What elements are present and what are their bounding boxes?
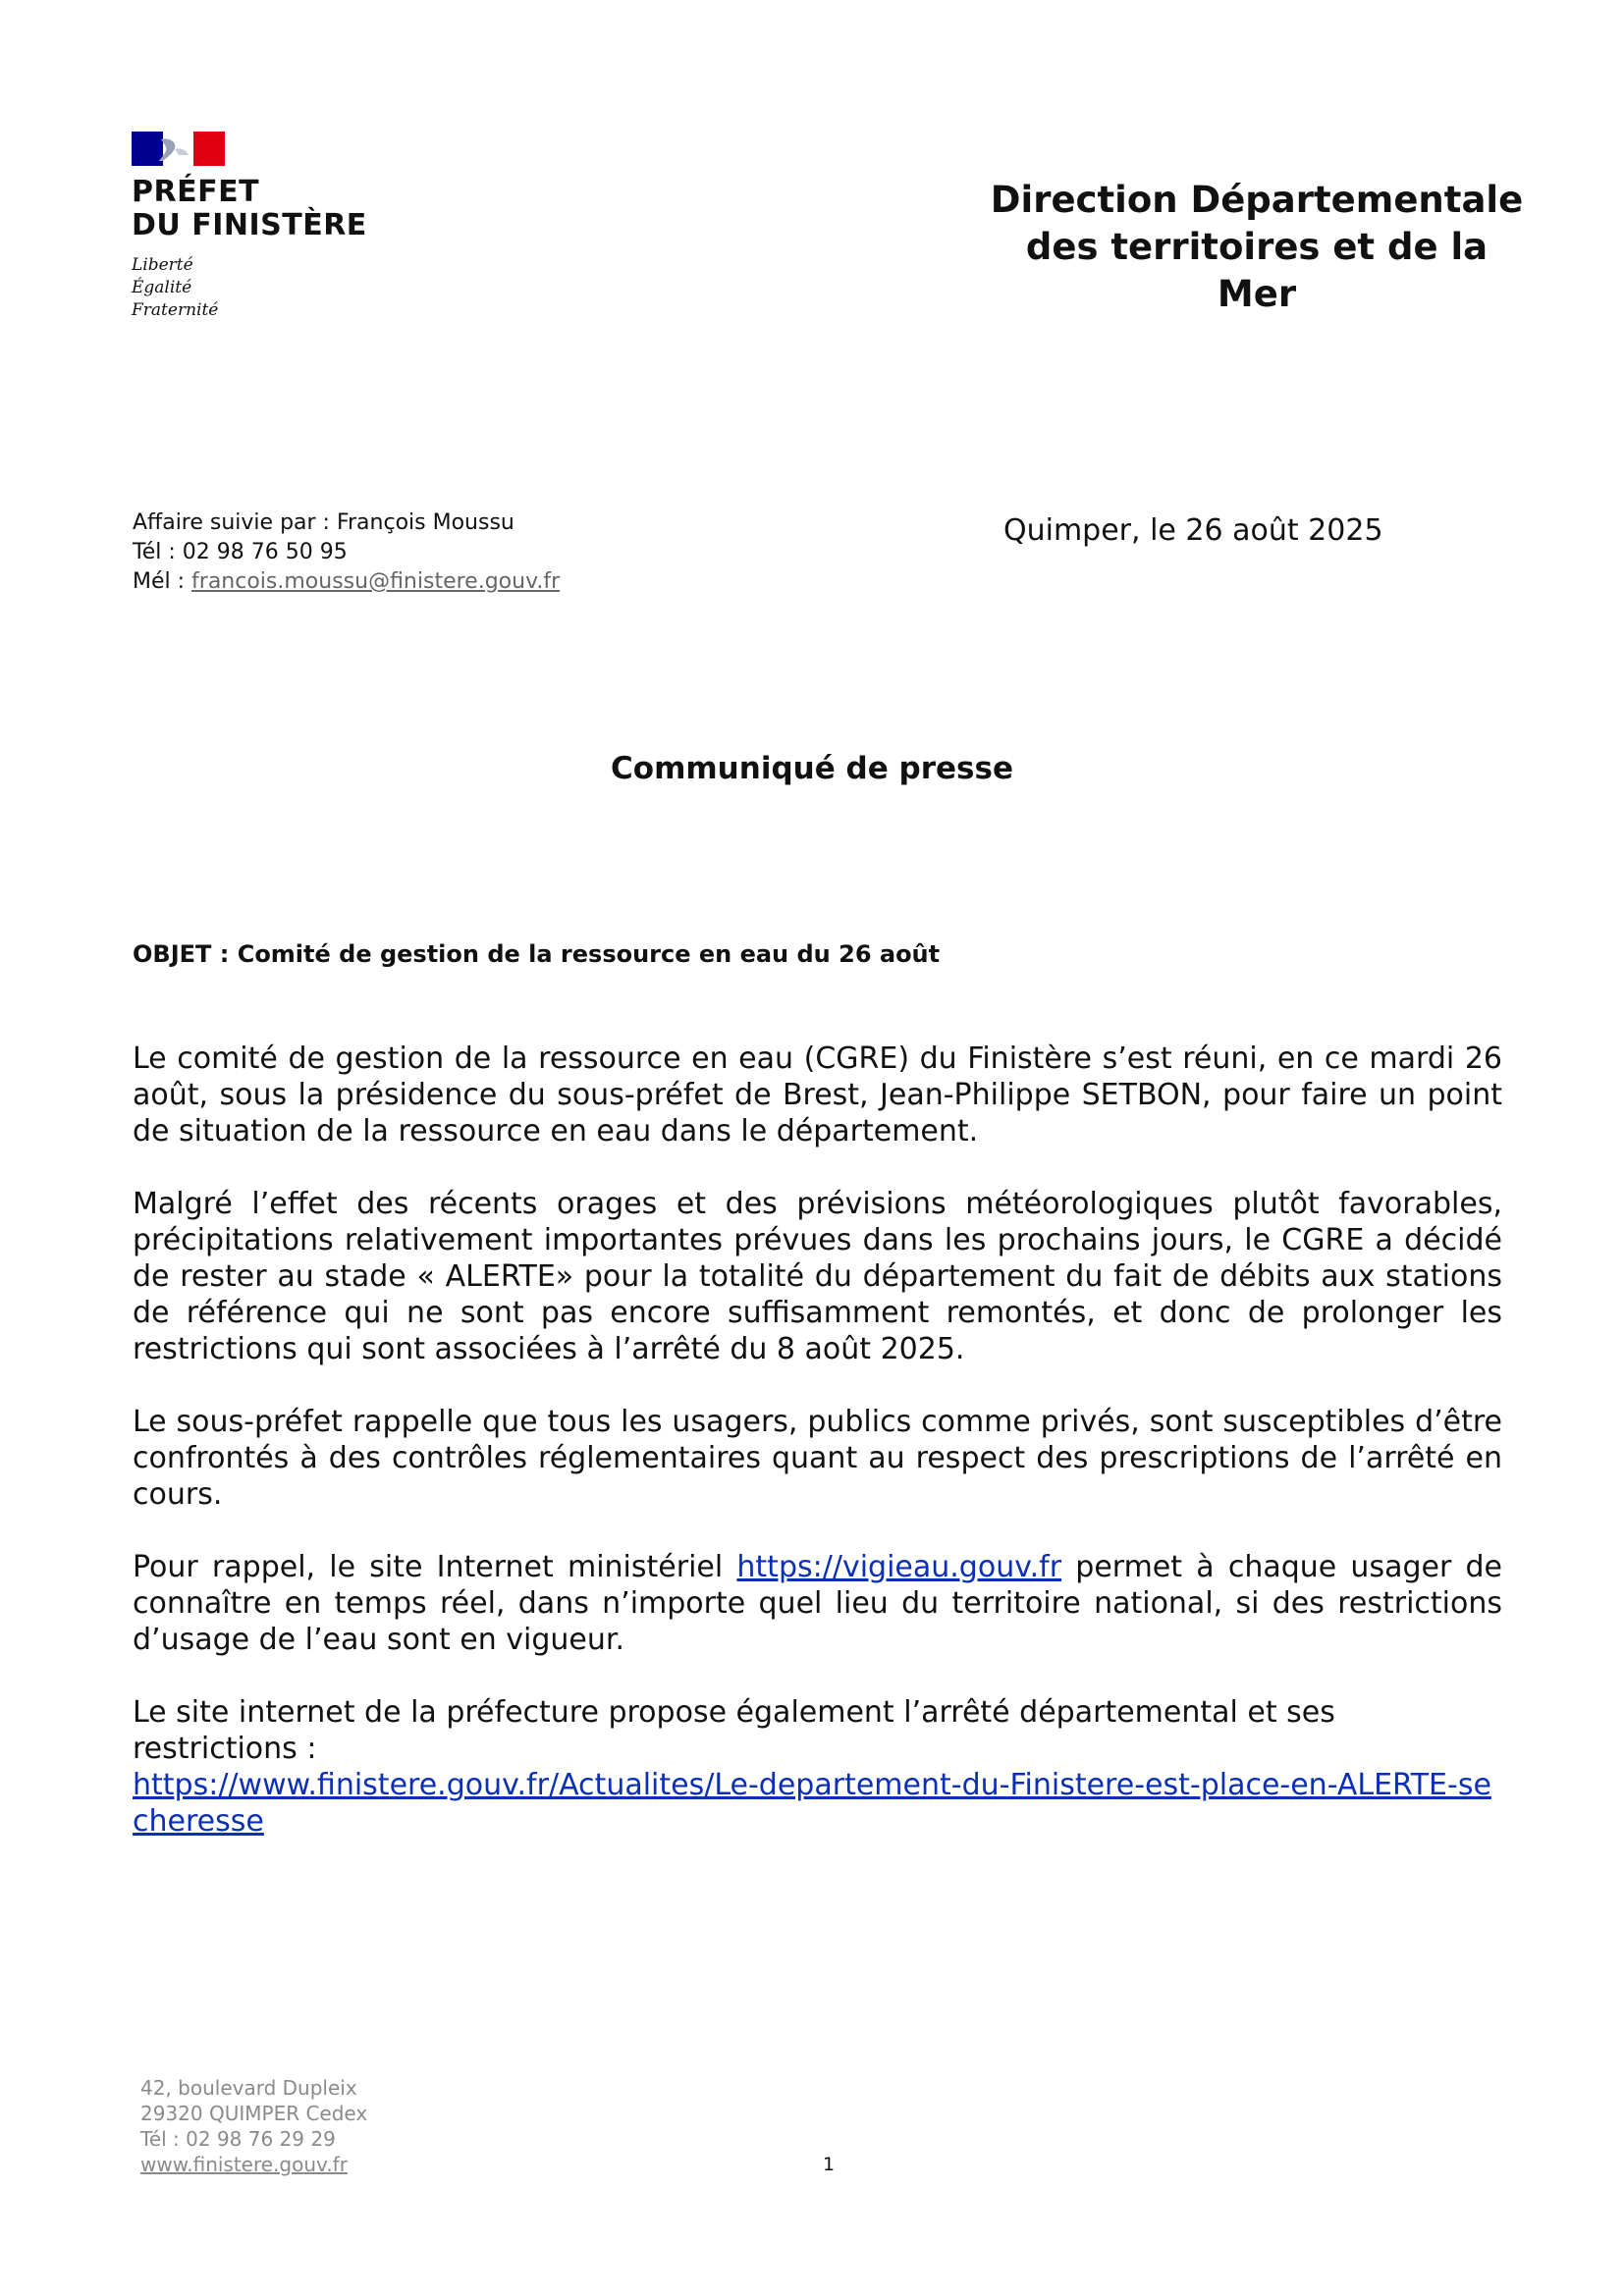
paragraph-3: Le sous-préfet rappelle que tous les usagers, publics comme privés, sont susceptibles d’être confrontés à des contrôles réglementaires quant au respect des prescriptions de l’arrêté en cours. — [133, 1405, 1502, 1512]
subject-line: OBJET : Comité de gestion de la ressource en eau du 26 août — [133, 940, 941, 968]
paragraph-5 — [133, 1694, 1502, 1840]
document-body — [133, 1041, 1502, 1876]
footer-city: 29320 QUIMPER Cedex — [140, 2102, 368, 2125]
service-header — [982, 177, 1532, 318]
email-label: Mél : — [133, 569, 192, 594]
service-line1: Direction Départementale — [990, 179, 1524, 221]
prefecture-logo — [132, 132, 387, 322]
paragraph-4 — [133, 1549, 1502, 1658]
prefecture-news-link[interactable]: https://www.finistere.gouv.fr/Actualites/Le-departement-du-Finistere-est-place-en-ALERTE-secheresse — [133, 1768, 1491, 1839]
service-line2: des territoires et de la Mer — [1025, 226, 1489, 315]
paragraph-4-after: permet à chaque usager de connaître en temps réel, dans n’importe quel lieu du territoire national, si des restrictions d’usage de l’eau sont en vigueur. — [133, 1550, 1502, 1657]
affaire-suivie: Affaire suivie par : François Moussu — [133, 510, 514, 535]
contact-email-line — [133, 567, 560, 597]
footer-street: 42, boulevard Dupleix — [140, 2076, 357, 2100]
contact-phone: Tél : 02 98 76 50 95 — [133, 540, 348, 564]
motto-egalite: Égalité — [132, 278, 192, 297]
footer-address — [140, 2075, 367, 2177]
motto-liberte: Liberté — [132, 255, 193, 275]
paragraph-4-before: Pour rappel, le site Internet ministériel — [133, 1550, 737, 1584]
contact-email-link[interactable]: francois.moussu@finistere.gouv.fr — [191, 569, 561, 594]
vigieau-link[interactable]: https://vigieau.gouv.fr — [736, 1550, 1062, 1584]
institution-name-line2: DU FINISTÈRE — [132, 208, 367, 242]
footer-website-link[interactable]: www.finistere.gouv.fr — [140, 2153, 348, 2176]
paragraph-2: Malgré l’effet des récents orages et des prévisions météorologiques plutôt favorables, précipitations relativement importantes prévues dans les prochains jours, le CGRE a décidé de rester au stade « ALERTE» pour la totalité du département du fait de débits aux stations de référence qui ne sont pas encore suffisamment remontés, et donc de prolonger les restrictions qui sont associées à l’arrêté du 8 août 2025. — [133, 1187, 1502, 1366]
contact-block — [133, 508, 560, 597]
paragraph-5-text: Le site internet de la préfecture propose également l’arrêté départemental et ses restrictions : — [133, 1695, 1335, 1766]
document-date: Quimper, le 26 août 2025 — [1003, 513, 1383, 548]
motto-fraternite: Fraternité — [132, 300, 219, 320]
press-release-title: Communiqué de presse — [611, 751, 1013, 786]
institution-name-line1: PRÉFET — [132, 175, 260, 209]
marianne-flag-icon — [132, 132, 225, 166]
page-number: 1 — [823, 2154, 836, 2175]
paragraph-1: Le comité de gestion de la ressource en eau (CGRE) du Finistère s’est réuni, en ce mardi 26 août, sous la présidence du sous-préfet de Brest, Jean-Philippe SETBON, pour faire un point de situation de la ressource en eau dans le département. — [133, 1041, 1502, 1148]
footer-phone: Tél : 02 98 76 29 29 — [140, 2127, 336, 2151]
